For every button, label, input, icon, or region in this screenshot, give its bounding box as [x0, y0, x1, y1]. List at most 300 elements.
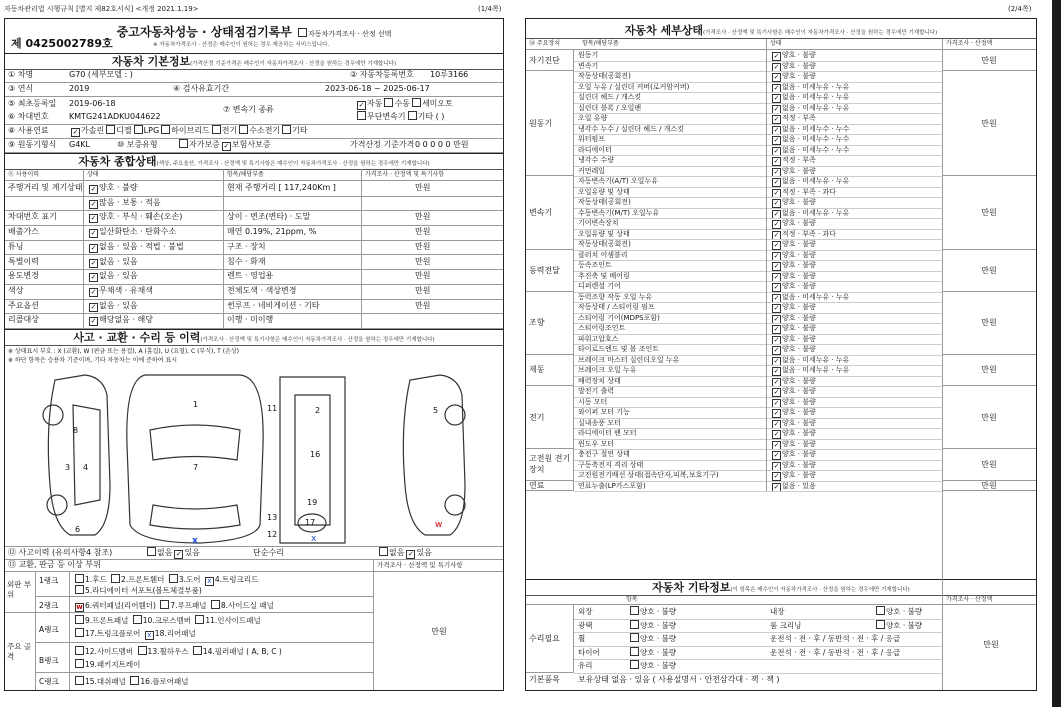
- detail-part: 스티어링 기어(MDPS포함): [578, 313, 660, 322]
- detail-group-label: 조향: [526, 292, 574, 355]
- left-side-windows: [73, 405, 100, 505]
- basic-row-1: ① 차명 G70 (세부모델 : ) ② 자동차등록번호 10루3166: [5, 69, 503, 83]
- detail-part: 동력조향 작동 오일 누유: [578, 292, 653, 301]
- overall-row-label: 색상: [8, 285, 24, 295]
- overall-head: ⑪ 사용이력 상태 항목/해당부품 가격조사 · 산정액 및 특기사항: [5, 169, 503, 181]
- detail-state[interactable]: [770, 439, 816, 450]
- detail-part: 오일 유량: [578, 114, 608, 122]
- detail-part: 클러치 어셈블리: [578, 250, 628, 259]
- inspection-validity: 2023-06-18 ~ 2025-06-17: [325, 84, 430, 93]
- detail-state[interactable]: [770, 239, 816, 250]
- overall-row-detail: 상이 · 변조(변타) · 도말: [227, 212, 311, 222]
- table-divider: [766, 39, 767, 491]
- detail-part: 등속조인트: [578, 261, 612, 269]
- detail-part: 와이퍼 모터 기능: [578, 408, 630, 416]
- other-section-title: 자동차 기타정보(이 항목은 매수인이 자동차가격조사 · 산정을 원하는 경우에만 기재합니다): [526, 579, 1036, 596]
- repair-item: 타이어: [578, 647, 600, 657]
- detail-part: 작동상태(공회전): [578, 72, 631, 80]
- form-title: 중고자동차성능 · 상태점검기록부 자동차가격조사 · 산정 선택: [116, 25, 392, 39]
- overall-row: [5, 225, 503, 241]
- state-text: 양호 · 불량: [782, 313, 816, 322]
- detail-state[interactable]: [770, 376, 816, 387]
- state-text: 없음 · 미세누유 · 누유: [782, 208, 850, 217]
- state-text: 적정 · 부족 · 과다: [782, 187, 836, 196]
- overall-row-label: 배출가스: [8, 227, 39, 237]
- overall-row-unit: 만원: [415, 227, 431, 237]
- overall-row-unit: 만원: [415, 183, 431, 192]
- vin: KMTG241ADKU044622: [69, 112, 161, 121]
- detail-part: 작동상태(공회전): [578, 198, 631, 206]
- left-side-outline: [48, 375, 110, 535]
- detail-state[interactable]: [770, 71, 816, 82]
- overall-row-unit: 만원: [415, 271, 431, 281]
- detail-state[interactable]: [770, 313, 816, 324]
- detail-group-price: 만원: [942, 355, 1036, 387]
- detail-part: 오일 누유 / 실린더 커버(로커암커버): [578, 82, 690, 91]
- state-text: 무채색 · 유채색: [99, 285, 153, 295]
- detail-group-price: 만원: [942, 50, 1036, 71]
- overall-row-state[interactable]: [87, 255, 138, 270]
- state-text: 없음 · 있음: [782, 481, 816, 490]
- repair-state-2[interactable]: 양호 · 불량: [874, 605, 922, 619]
- overall-row-unit: 만원: [415, 256, 431, 266]
- detail-group-price: 만원: [942, 292, 1036, 355]
- overall-row-detail: 썬루프 · 네비게이션 · 기타: [227, 300, 320, 310]
- state-text: 없음 · 미세누유 · 누유: [782, 292, 850, 301]
- state-text: 양호 · 불량: [782, 261, 816, 269]
- detail-part: 변속기: [578, 61, 599, 70]
- overall-row-label: 튜닝: [8, 241, 24, 251]
- engine-type: G4KL: [69, 140, 90, 149]
- state-text: 양호 · 부식 · 훼손(오손): [99, 212, 183, 222]
- state-text: 양호 · 불량: [782, 450, 816, 458]
- overall-row: [5, 240, 503, 256]
- overall-row-label: 특별이력: [8, 256, 39, 266]
- repair-item-2: 내장: [770, 607, 785, 616]
- state-text: 양호 · 불량: [782, 418, 816, 427]
- detail-state[interactable]: [770, 260, 816, 271]
- overall-row-detail: 이행 · 미이행: [227, 315, 274, 325]
- repair-item: 광택: [578, 620, 593, 630]
- detail-group-label: 변속기: [526, 176, 574, 250]
- detail-group-label: 고전원 전기장치: [526, 449, 574, 481]
- detail-state[interactable]: [770, 155, 816, 166]
- state-text: 양호 · 불량: [782, 439, 816, 448]
- diagram-label-4: 4: [83, 463, 89, 472]
- repair-row: [574, 659, 942, 674]
- reg-number: 10루3166: [430, 70, 469, 79]
- detail-part: 실린더 헤드 / 개스킷: [578, 93, 642, 101]
- state-text: 양호 · 불량: [782, 250, 816, 259]
- state-text: 없음 · 있음 · 적법 · 불법: [99, 241, 184, 251]
- overall-row-label: 주행거리 및 계기상태: [8, 183, 83, 192]
- detail-part: 수동변속기(M/T) 오일누유: [578, 208, 660, 217]
- state-text: 양호 · 불량: [782, 429, 816, 437]
- detail-group-price: 만원: [942, 481, 1036, 492]
- state-checkbox[interactable]: [89, 273, 98, 282]
- state-text: 많음 · 보통 · 적음: [99, 197, 161, 207]
- detail-part: 오일유량 및 상태: [578, 187, 630, 196]
- detail-part: 워터펌프: [578, 135, 606, 143]
- repair-item: 유리: [578, 661, 593, 671]
- state-checkbox[interactable]: [89, 259, 98, 268]
- detail-state[interactable]: [770, 481, 816, 492]
- state-text: 양호 · 불량: [782, 324, 816, 332]
- page-number-1: (1/4쪽): [478, 5, 502, 13]
- detail-part: 브레이크 오일 누유: [578, 366, 637, 374]
- state-checkbox[interactable]: [89, 214, 98, 223]
- detail-group-label: 전기: [526, 386, 574, 449]
- outer-panel-label: 외판 부위: [7, 580, 32, 599]
- exchange-head: ⑬ 교환, 판금 등 이상 부위 가격조사 · 산정액 및 특기사항: [5, 559, 503, 572]
- detail-part: 파워고압호스: [578, 334, 619, 343]
- overall-row: [5, 269, 503, 285]
- detail-part: 실린더 블록 / 오일팬: [578, 103, 642, 112]
- overall-row: [5, 255, 503, 271]
- detail-group-label: 동력전달: [526, 250, 574, 292]
- overall-section-title: 자동차 종합상태(색상, 주요옵션, 가격조사 · 산정액 및 특기사항은 매수인이 자동차가격조사 · 산정을 원하는 경우에만 기재합니다): [5, 153, 503, 170]
- repair-item: 휠: [578, 634, 586, 644]
- detail-part: 고전원전기배선 상태(접속단자,피복,보호기구): [578, 471, 719, 479]
- fuel-row: ⑧ 사용연료 ✓ 가솔린 디젤 LPG 하이브리드 전기 수소전기 기타: [5, 125, 503, 139]
- diagram-label-7: 7: [193, 463, 199, 472]
- overall-row: [5, 210, 503, 226]
- overall-row-detail: 현재 주행거리 [ 117,240Km ]: [227, 183, 336, 192]
- repair-state[interactable]: 양호 · 불량: [628, 659, 676, 673]
- state-checkbox[interactable]: [630, 633, 639, 642]
- accident-row: ⑫ 사고이력 (유의사항4 참조) 없음✓ 있음 단순수리 없음✓ 있음: [5, 546, 503, 560]
- overall-row-label: 차대번호 표기: [8, 212, 57, 222]
- exchange-price-unit: 만원: [431, 627, 447, 636]
- state-text: 양호 · 불량: [782, 303, 816, 311]
- state-checkbox[interactable]: [876, 606, 885, 615]
- basic-items-row: 기본품목 보유상태 없음 · 있음 ( 사용설명서 · 안전삼각대 · 잭 · 잭 ): [529, 675, 780, 684]
- state-text: 양호 · 불량: [99, 183, 138, 192]
- detail-group-label: 원동기: [526, 71, 574, 176]
- transmission-options: ✓자동 수동 세미오토: [355, 98, 453, 125]
- detail-group-price: 만원: [942, 176, 1036, 250]
- exchange-mark-roof: x: [192, 536, 198, 545]
- detail-state[interactable]: [770, 470, 816, 481]
- detail-state[interactable]: [770, 460, 816, 471]
- detail-group-label: 연료: [526, 481, 574, 492]
- detail-part: 라디에이터 팬 모터: [578, 429, 637, 437]
- overall-row-state[interactable]: [87, 299, 138, 314]
- overall-row-label: 리콜대상: [8, 315, 39, 325]
- state-text: 양호 · 불량: [782, 72, 816, 80]
- doc-note: ※ 자동차가격조사 · 산정은 매수인이 원하는 경우 제공하는 서비스입니다.: [153, 42, 330, 48]
- first-registration: 2019-06-18: [69, 99, 116, 108]
- detail-head: ⑭ 주요장치 항목/해당부품 상태 가격조사 · 산정액: [526, 39, 1036, 50]
- detail-group-price: 만원: [942, 386, 1036, 449]
- detail-group-label: 제동: [526, 355, 574, 387]
- state-text: 양호 · 불량: [782, 334, 816, 343]
- state-checkbox[interactable]: [630, 620, 639, 629]
- repair-state[interactable]: 양호 · 불량: [628, 632, 676, 646]
- doc-number: 제 0425002789호: [11, 37, 113, 50]
- state-text: 없음 · 미세누수 · 누수: [782, 145, 850, 154]
- detail-group-price: 만원: [942, 71, 1036, 176]
- repair-row: [574, 632, 942, 647]
- diagram-label-13: 13: [267, 513, 278, 522]
- detail-state[interactable]: [770, 449, 816, 460]
- diagram-label-8: 8: [73, 426, 79, 435]
- overall-row-state[interactable]: [87, 196, 161, 211]
- detail-state[interactable]: [770, 61, 816, 72]
- price-check-checkbox[interactable]: [298, 28, 307, 37]
- state-text: 양호 · 불량: [782, 408, 816, 416]
- state-text: 양호 · 불량: [782, 240, 816, 248]
- detail-state[interactable]: [770, 281, 816, 292]
- weld-mark-right: w: [435, 520, 443, 530]
- overall-row: [5, 181, 503, 197]
- detail-state[interactable]: [770, 92, 849, 103]
- diagram-label-19: 19: [307, 498, 318, 507]
- state-text: 양호 · 불량: [782, 219, 816, 227]
- car-name: G70 (세부모델 : ): [69, 70, 133, 79]
- overall-row-state[interactable]: [87, 225, 176, 240]
- repair-item-2: 운전석 · 전 · 후 / 동반석 · 전 · 후 / 응급: [770, 647, 901, 657]
- detail-state[interactable]: [770, 103, 849, 114]
- detail-part: 충전구 절연 상태: [578, 450, 630, 458]
- overall-row-state[interactable]: [87, 181, 138, 196]
- repair-price-unit: 만원: [983, 640, 999, 649]
- overall-row-detail: 매연 0.19%, 21ppm, %: [227, 227, 317, 237]
- detail-state[interactable]: [770, 50, 816, 61]
- state-text: 양호 · 불량: [782, 166, 816, 175]
- detail-state[interactable]: [770, 229, 836, 240]
- detail-part: 스티어링조인트: [578, 324, 626, 332]
- state-text: 적정 · 부족: [782, 156, 816, 164]
- detail-state[interactable]: [770, 250, 816, 261]
- state-text: 양호 · 불량: [782, 198, 816, 206]
- state-checkbox[interactable]: [772, 483, 781, 492]
- state-text: 없음 · 미세누유 · 누유: [782, 366, 850, 374]
- overall-row-state[interactable]: [87, 240, 184, 255]
- base-price: 0 0 0 0 0 만원: [415, 140, 469, 149]
- right-page: [525, 18, 1037, 691]
- state-checkbox[interactable]: [89, 185, 98, 194]
- basic-row-3: ⑤ 최초등록일 2019-06-18 ⑥ 차대번호 KMTG241ADKU044622 ⑦ 변속기 종류 ✓자동 수동 세미오토 무단변속기 기타 ( ): [5, 97, 503, 125]
- basic-row-2: ③ 연식 2019 ④ 검사유효기간 2023-06-18 ~ 2025-06-17: [5, 83, 503, 97]
- diagram-label-17: 17: [305, 518, 316, 527]
- state-text: 양호 · 불량: [782, 282, 816, 290]
- detail-part: 오일유량 및 상태: [578, 229, 630, 238]
- diagram-label-3: 3: [65, 463, 71, 472]
- form-law-note: 자동차관리법 시행규칙 [별지 제82호서식] <개정 2021.1.19>: [4, 5, 199, 13]
- repair-state-2[interactable]: 양호 · 불량: [874, 619, 922, 633]
- state-text: 없음 · 미세누수 · 누수: [782, 124, 850, 133]
- detail-group-price: 만원: [942, 449, 1036, 481]
- detail-part: 구동축전지 격리 상태: [578, 460, 644, 469]
- rear-left-wheel: [47, 495, 67, 515]
- detail-state[interactable]: [770, 145, 849, 156]
- detail-part: 작동상태(공회전): [578, 240, 631, 248]
- table-divider: [223, 169, 224, 329]
- state-text: 양호 · 불량: [782, 397, 816, 406]
- state-checkbox[interactable]: [630, 606, 639, 615]
- detail-part: 연료누출(LP가스포함): [578, 481, 646, 490]
- detail-part: 라디에이터: [578, 145, 612, 154]
- diagram-label-16: 16: [310, 450, 321, 459]
- other-head: 항목 가격조사 · 산정액: [526, 595, 1036, 605]
- detail-state[interactable]: [770, 302, 816, 313]
- detail-state[interactable]: [770, 344, 816, 355]
- diagram-label-1: 1: [193, 400, 199, 409]
- overall-row-unit: 만원: [415, 241, 431, 251]
- repair-item-2: 운전석 · 전 · 후 / 동반석 · 전 · 후 / 응급: [770, 634, 901, 644]
- state-text: 없음 · 미세누유 · 누유: [782, 103, 850, 112]
- state-text: 양호 · 불량: [782, 387, 816, 395]
- detail-state[interactable]: [770, 208, 849, 219]
- detail-state[interactable]: [770, 418, 816, 429]
- detail-state[interactable]: [770, 428, 816, 439]
- detail-state[interactable]: [770, 365, 849, 376]
- detail-state[interactable]: [770, 292, 849, 303]
- accident-section-title: 사고 · 교환 · 수리 등 이력(가격조사 · 산정액 및 특기사항은 매수인이 자동차가격조사 · 산정을 원하는 경우에만 기재합니다): [5, 329, 503, 346]
- detail-state[interactable]: [770, 397, 816, 408]
- detail-state[interactable]: [770, 407, 816, 418]
- left-page: [4, 18, 504, 691]
- overall-row-state[interactable]: [87, 269, 138, 284]
- detail-state[interactable]: [770, 323, 816, 334]
- exchange-table: 외판 부위 주요 골격 1랭크 1.후드 2.프론트휀더 3.도어 x 4.트렁크리드 5.라디에이터 서포트(볼트체결부품) 2랭크 w 6.쿼터패널(리어휀더) 7.루프패널 8.사이드실 패널 A랭크 9.프론트패널 10.크로스멤버 11.인사이드패널 17.트렁크플로어 x 18.리어패널 B랭크 12.사이드멤버 13.휠하우스 14.필러패널 ( A, B, C ) 19.패키지트레이 C랭크 15.대쉬패널 16.플로어패널: [5, 572, 373, 690]
- repair-state[interactable]: 양호 · 불량: [628, 605, 676, 619]
- state-text: 없음 · 있음: [99, 271, 138, 281]
- front-left-wheel: [43, 405, 63, 425]
- repair-item: 외장: [578, 607, 593, 616]
- detail-state[interactable]: [770, 124, 849, 135]
- repair-needed-label: 수리필요: [526, 605, 574, 673]
- detail-part: 디퍼렌셜 기어: [578, 282, 621, 290]
- diagram-label-2: 2: [315, 406, 321, 415]
- detail-part: 추진축 및 베어링: [578, 271, 630, 280]
- repair-state[interactable]: 양호 · 불량: [628, 646, 676, 660]
- state-text: 일산화탄소 · 탄화수소: [99, 227, 177, 237]
- table-divider: [361, 169, 362, 329]
- detail-state[interactable]: [770, 113, 816, 124]
- state-text: 적정 · 부족 · 과다: [782, 229, 836, 238]
- detail-part: 윈도우 모터: [578, 439, 615, 448]
- detail-part: 작동상태 / 스티어링 펌프: [578, 303, 655, 311]
- detail-part: 시동 모터: [578, 397, 608, 406]
- repair-row: [574, 646, 942, 661]
- overall-row: [5, 313, 503, 329]
- detail-state[interactable]: [770, 166, 816, 177]
- overall-row: [5, 299, 503, 315]
- overall-row-unit: 만원: [415, 300, 431, 310]
- detail-part: 원동기: [578, 51, 599, 59]
- overall-row-state[interactable]: [87, 210, 182, 225]
- state-text: 양호 · 불량: [782, 271, 816, 280]
- page-number-2: (2/4쪽): [1008, 5, 1032, 13]
- state-checkbox[interactable]: [89, 317, 98, 326]
- state-text: 해당없음 · 해당: [99, 315, 153, 325]
- detail-part: 냉각수 수량: [578, 156, 615, 164]
- legend-1: ※ 상태표시 부호 : X (교환), W (판금 또는 용접), A (흠집), U (요철), C (부식), T (손상): [8, 348, 240, 355]
- detail-state[interactable]: [770, 134, 849, 145]
- repair-row: [574, 605, 942, 620]
- state-checkbox[interactable]: [89, 244, 98, 253]
- state-checkbox[interactable]: [89, 303, 98, 312]
- detail-state[interactable]: [770, 334, 816, 345]
- overall-row-label: 주요옵션: [8, 300, 39, 310]
- overall-row-state[interactable]: [87, 284, 153, 299]
- repair-state[interactable]: 양호 · 불량: [628, 619, 676, 633]
- state-checkbox[interactable]: [630, 660, 639, 669]
- detail-state[interactable]: [770, 386, 816, 397]
- rear-window: [150, 505, 240, 529]
- detail-section-title: 자동차 세부상태(가격조사 · 산정액 및 특기사항은 매수인이 자동차가격조사 · 산정을 원하는 경우에만 기재합니다): [526, 23, 1036, 39]
- state-checkbox[interactable]: [89, 229, 98, 238]
- diagram-label-6: 6: [75, 525, 81, 534]
- detail-part: 발전기 출력: [578, 387, 615, 395]
- detail-state[interactable]: [770, 355, 849, 366]
- overall-row-detail: 렌트 · 영업용: [227, 271, 274, 281]
- overall-row: [5, 284, 503, 300]
- state-text: 적정 · 부족: [782, 114, 816, 122]
- detail-state[interactable]: [770, 218, 816, 229]
- detail-part: 기어변속장치: [578, 219, 619, 227]
- detail-state[interactable]: [770, 197, 816, 208]
- table-divider: [83, 169, 84, 329]
- state-checkbox[interactable]: [89, 200, 98, 209]
- diagram-label-12: 12: [267, 530, 278, 539]
- overall-row-label: 용도변경: [8, 271, 39, 281]
- state-text: 양호 · 불량: [782, 51, 816, 59]
- state-text: 없음 · 미세누유 · 누유: [782, 355, 850, 364]
- detail-part: 자동변속기(A/T) 오일누유: [578, 177, 658, 185]
- state-checkbox[interactable]: [630, 647, 639, 656]
- detail-part: 냉각수 누수 / 실린더 헤드 / 개스킷: [578, 124, 684, 133]
- state-text: 없음 · 미세누유 · 누유: [782, 93, 850, 101]
- detail-part: 브레이크 마스터 실린더오일 누유: [578, 355, 680, 364]
- model-year: 2019: [69, 84, 90, 93]
- overall-row-unit: 만원: [415, 285, 431, 295]
- engine-row: ⑨ 원동기형식 G4KL ⑩ 보증유형 자가보증✓ 보험사보증 가격산정 기준가격 0 0 0 0 0 만원: [5, 139, 503, 153]
- detail-part: 실내송풍 모터: [578, 418, 621, 427]
- diagram-label-5: 5: [433, 406, 439, 415]
- frame-label: 주요 골격: [7, 642, 32, 661]
- detail-state[interactable]: [770, 187, 836, 198]
- detail-part: 배력장치 상태: [578, 376, 621, 385]
- right-side-outline: [403, 375, 465, 535]
- detail-part: 타이로드엔드 및 볼 조인트: [578, 345, 660, 353]
- detail-state[interactable]: [770, 176, 849, 187]
- overall-row-unit: 만원: [415, 212, 431, 222]
- scrollbar[interactable]: [1052, 0, 1061, 707]
- overall-row-detail: 구조 · 장치: [227, 241, 266, 251]
- state-text: 없음 · 미세누유 · 누유: [782, 177, 850, 185]
- state-text: 양호 · 불량: [782, 345, 816, 353]
- exchange-mark-frame: x: [311, 534, 317, 544]
- overall-row: [5, 196, 503, 212]
- car-damage-diagram: [15, 365, 493, 545]
- legend-2: ※ 하단 항목은 승용차 기준이며, 기타 자동차는 이에 준하여 표시: [8, 357, 178, 364]
- detail-state[interactable]: [770, 271, 816, 282]
- detail-row: [574, 481, 942, 493]
- detail-state[interactable]: [770, 82, 849, 93]
- overall-row-state[interactable]: [87, 313, 153, 328]
- state-checkbox[interactable]: [89, 288, 98, 297]
- detail-group-label: 자기진단: [526, 50, 574, 71]
- state-text: 양호 · 불량: [782, 61, 816, 70]
- state-checkbox[interactable]: [876, 620, 885, 629]
- overall-row-detail: 전체도색 · 색상변경: [227, 285, 297, 295]
- state-text: 없음 · 미세누수 · 누수: [782, 135, 850, 143]
- state-text: 없음 · 미세누유 · 누유: [782, 82, 850, 91]
- repair-row: [574, 619, 942, 634]
